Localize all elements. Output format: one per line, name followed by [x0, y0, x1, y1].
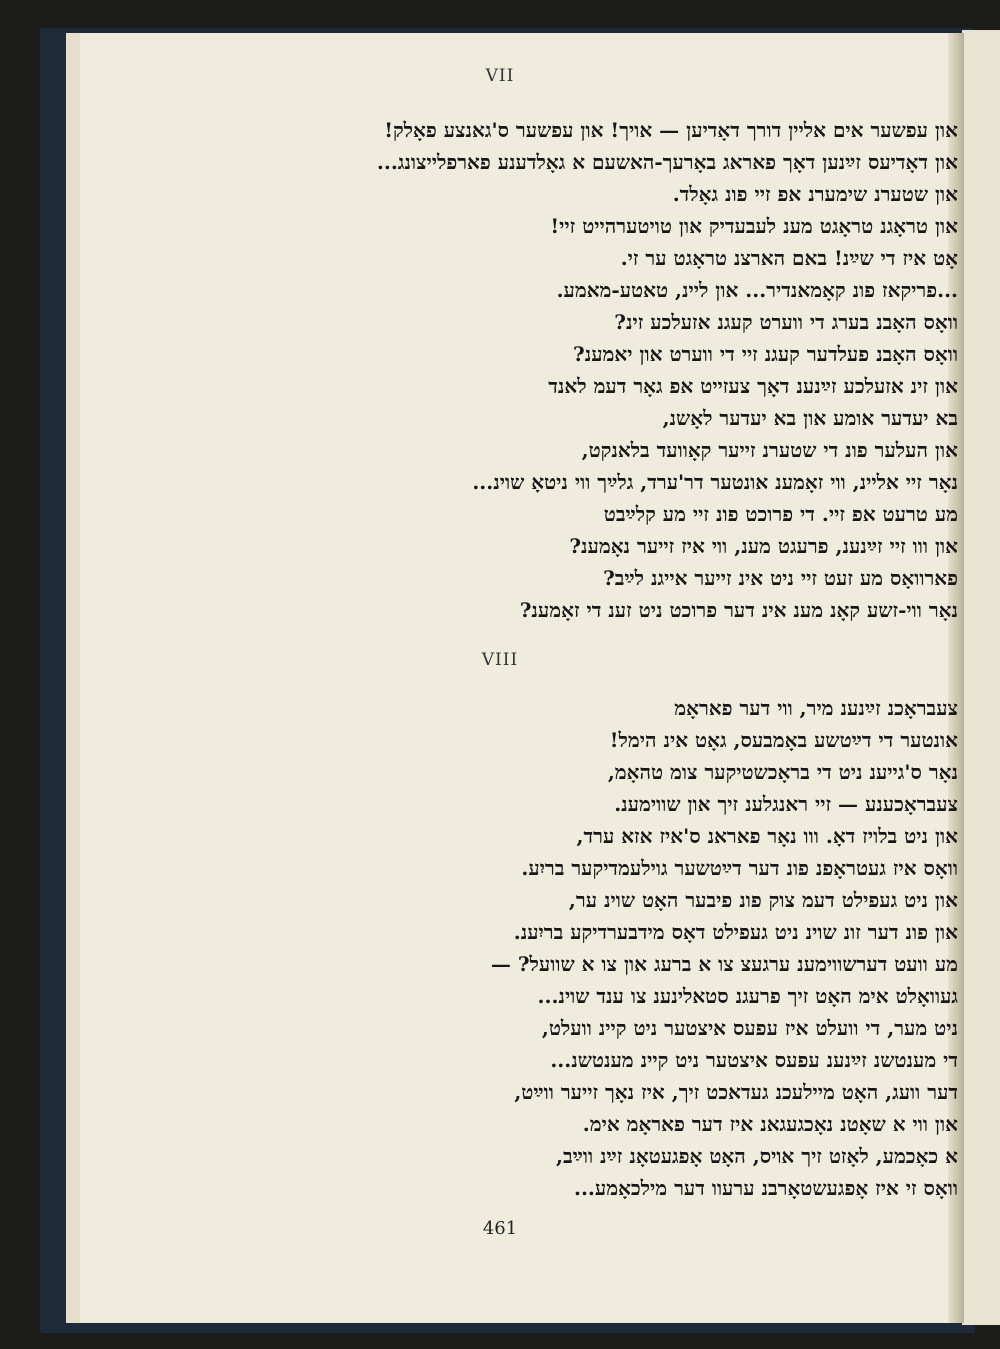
poem-stanza-2	[178, 692, 958, 1204]
poem-line: וואָס זי איז אָפגעשטאָרבנ ערעוו דער מילכאָמע...	[574, 1176, 958, 1200]
poem-line: אָט איז די שײַנ! באם הארצנ טראָגט ער זי.	[620, 246, 958, 270]
poem-line: פארוואָס מע זעט זיי ניט אינ זייער אייגנ לײַב?	[603, 566, 958, 590]
poem-line: בא יעדער אומע און בא יעדער לאָשנ,	[662, 406, 958, 430]
poem-line: וואָס האָבנ בערג די ווערט קעגנ אזעלכע זינ?	[614, 310, 958, 334]
section-number-viii: VIII	[481, 650, 519, 670]
page-number: 461	[482, 1218, 518, 1239]
poem-line: מע טרעט אפ זיי. די פרוכט פונ זיי מע קלײַבט	[603, 502, 958, 526]
poem-line: וואָס איז געטראָפנ פונ דער דײַטשער גוילעמדיקער בריִע.	[521, 856, 958, 880]
page-stack-edge	[66, 33, 80, 1323]
poem-line: און זינ אזעלכע זײַנענ דאָך צעזייט אפ גאָר דעמ לאנד	[548, 374, 958, 398]
poem-line: די מענטשנ זײַנענ עפעס איצטער ניט קיינ מענטשנ...	[550, 1048, 958, 1072]
poem-line: ניט מער, די וועלט איז עפעס איצטער ניט קיינ וועלט,	[541, 1016, 958, 1040]
poem-line: און ניט בלויז דאָ. ווו נאָר פאראנ ס'איז אזא ערד,	[576, 824, 958, 848]
next-page-edge	[962, 30, 1000, 1325]
poem-line: און טראָגנ טראָגט מענ לעבעדיק און טויטערהייט זיי!	[550, 214, 958, 238]
poem-line: צעבראָכענע — זיי ראנגלענ זיך און שווימענ.	[614, 792, 958, 816]
poem-line: מע וועט דערשווימענ ערגעצ צו א ברעג און צו א שוועל? —	[490, 952, 958, 976]
poem-line: דער וועג, האָט מיילעכנ געדאכט זיך, איז נאָך זייער ווײַט,	[514, 1080, 958, 1104]
poem-stanza-1	[178, 114, 958, 626]
poem-line: נאָר ווי-זשע קאָנ מענ אינ דער פרוכט ניט זענ די זאָמענ?	[519, 598, 958, 622]
poem-line: א כאָכמע, לאָזט זיך אויס, האָט אָפגעטאָנ זײַנ ווײַב,	[555, 1144, 958, 1168]
poem-line: און העלער פונ די שטערנ זייער קאָוועד בלאנקט,	[581, 438, 958, 462]
poem-line: און ווי א שאָטנ נאָכגעגאנ איז דער פאראָמ אימ.	[582, 1112, 958, 1136]
poem-line: געוואָלט אימ האָט זיך פרעגנ סטאלינענ צו ענד שוינ...	[537, 984, 958, 1008]
poem-line: נאָר ס'גייענ ניט די בראָכשטיקער צומ טהאָמ,	[607, 760, 958, 784]
poem-line: און שטערנ שימערנ אפ זיי פונ גאָלד.	[672, 182, 958, 206]
poem-line: און דאָדיעס זײַנען דאָך פאראג באָרעך-האשעם א גאָלדענע פארפלייצונג...	[376, 150, 958, 174]
poem-line: אונטער די דײַטשע באָמבעס, גאָט אינ הימל!	[609, 728, 958, 752]
poem-line: און ניט געפילט דעמ צוק פונ פיבער האָט שוינ ער,	[568, 888, 958, 912]
poem-line: ...פריקאז פונ קאָמאנדיר... און ליינ, טאטע-מאמע.	[556, 278, 958, 302]
poem-line: און עפשער אים אליין דורך דאָדיען — אויך! און עפשער ס'גאנצע פאָלק!	[384, 118, 958, 142]
poem-line: און פונ דער זונ שוינ ניט געפילט דאָס מידבערדיקע בריִענ.	[513, 920, 958, 944]
poem-line: וואָס האָבנ פעלדער קעגנ זיי די ווערט און יאמענ?	[572, 342, 958, 366]
poem-line: צעבראָכנ זײַנענ מיר, ווי דער פאראָמ	[674, 696, 958, 720]
poem-line: און ווו זיי זײַנענ, פרעגט מענ, ווי איז זייער נאָמענ?	[569, 534, 958, 558]
section-number-vii: VII	[485, 66, 515, 86]
poem-line: נאָר זיי אליינ, ווי זאָמענ אונטער דר'ערד, גלײַך ווי ניטאָ שוינ...	[472, 470, 958, 494]
